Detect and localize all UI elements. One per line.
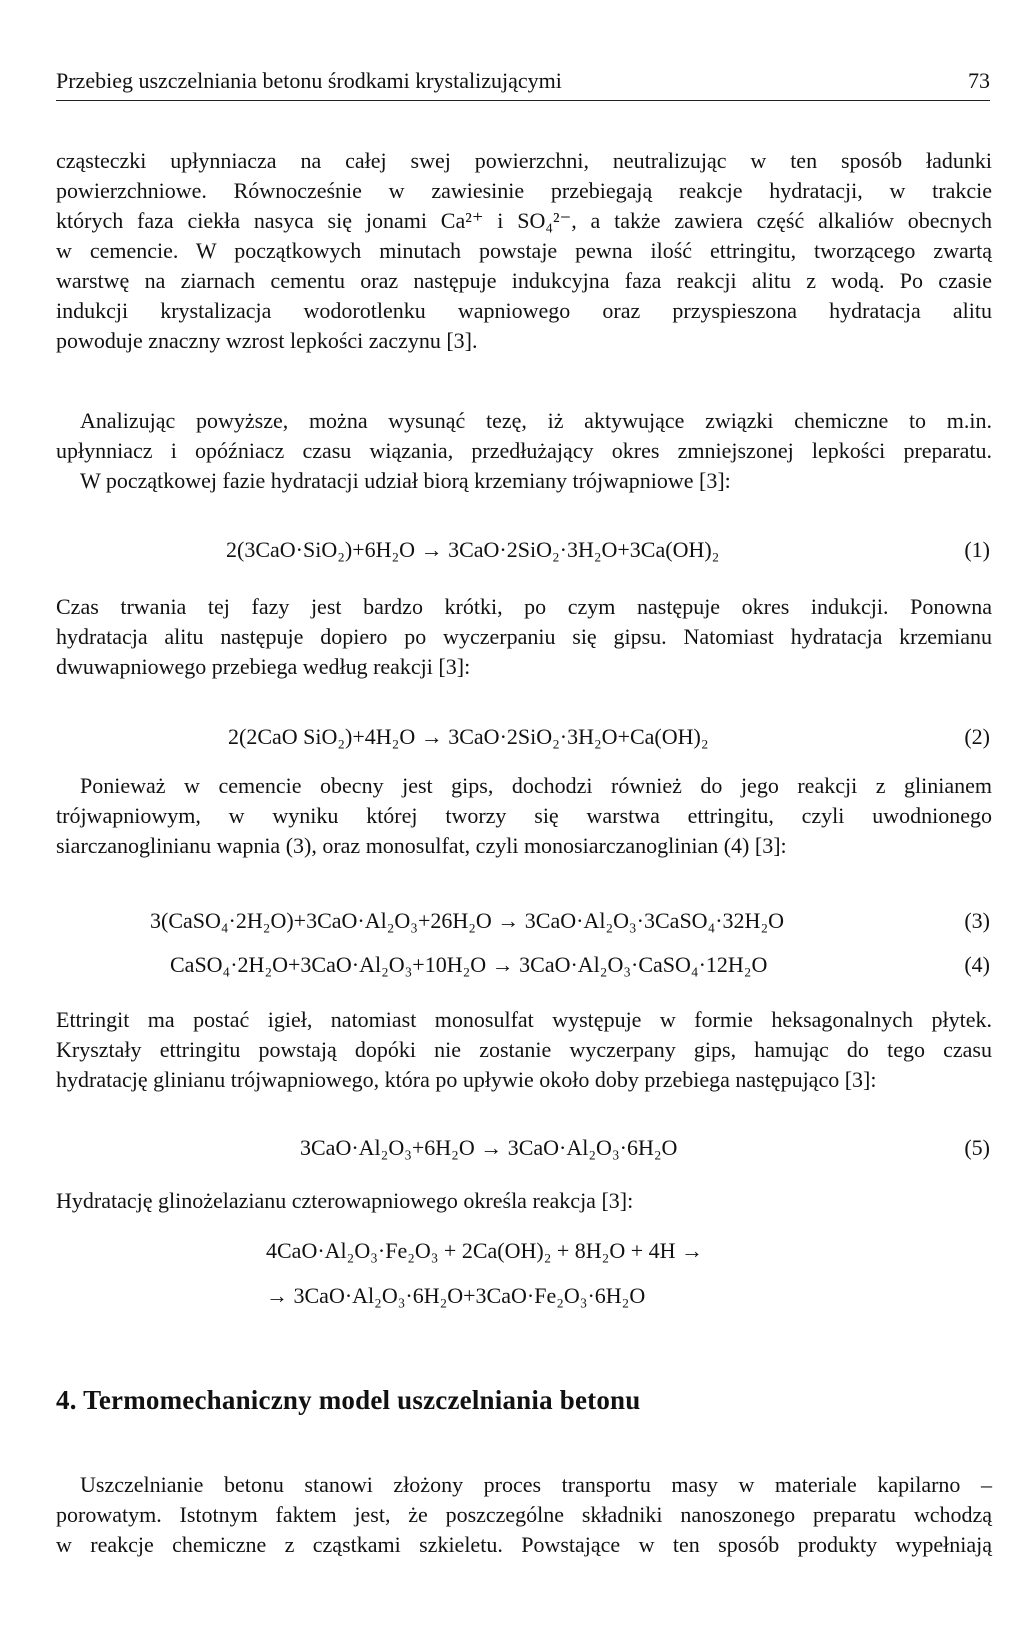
text-line: Analizując powyższe, można wysunąć tezę, iż aktywujące związki chemiczne to m.in. [80,408,992,433]
page-number: 73 [968,68,990,93]
equation-1: 2(3CaO·SiO₂)+6H₂O → 3CaO·2SiO₂·3H₂O+3Ca(OH)₂ [226,537,720,562]
text-line: trójwapniowym, w wyniku której tworzy się warstwa ettringitu, czyli uwodnionego [56,803,992,828]
equation-6-line-1: 4CaO·Al₂O₃·Fe₂O₃ + 2Ca(OH)₂ + 8H₂O + 4H → [266,1238,704,1263]
text-line: porowatym. Istotnym faktem jest, że poszczególne składniki nanoszonego preparatu wchodzą [56,1502,992,1527]
text-line: W początkowej fazie hydratacji udział biorą krzemiany trójwapniowe [3]: [80,468,731,493]
text-line: siarczanoglinianu wapnia (3), oraz monosulfat, czyli monosiarczanoglinian (4) [3]: [56,833,787,858]
text-line: w reakcje chemiczne z cząstkami szkieletu. Powstające w ten sposób produkty wypełniają [56,1532,992,1557]
paragraph-5 [56,1005,992,1095]
running-header [56,66,990,101]
paragraph-2 [56,406,992,496]
text-line: indukcji krystalizacja wodorotlenku wapniowego oraz przyspieszona hydratacja alitu [56,298,992,323]
paragraph-6 [56,1186,992,1216]
equation-number-2: (2) [964,724,990,749]
section-heading [56,1385,640,1416]
paragraph-4 [56,771,992,861]
text-line: upłynniacz i opóźniacz czasu wiązania, przedłużający okres zmniejszonej lepkości preparatu. [56,438,992,463]
equation-number-3: (3) [964,908,990,933]
equation-number-1: (1) [964,537,990,562]
section-title: Termomechaniczny model uszczelniania betonu [83,1385,641,1415]
text-line: hydratację glinianu trójwapniowego, która po upływie około doby przebiega następująco [3]: [56,1067,877,1092]
text-line: w cemencie. W początkowych minutach powstaje pewna ilość ettringitu, tworzącego zwartą [56,238,992,263]
text-line: warstwę na ziarnach cementu oraz następuje indukcyjna faza reakcji alitu z wodą. Po czasie [56,268,992,293]
text-line: Hydratację glinożelazianu czterowapniowego określa reakcja [3]: [56,1188,634,1213]
paragraph-3 [56,592,992,682]
paragraph-1 [56,146,992,356]
equation-6-line-2: → 3CaO·Al₂O₃·6H₂O+3CaO·Fe₂O₃·6H₂O [266,1283,646,1308]
text-line: Ponieważ w cemencie obecny jest gips, dochodzi również do jego reakcji z glinianem [80,773,992,798]
equation-number-4: (4) [964,952,990,977]
text-line: Kryształy ettringitu powstają dopóki nie zostanie wyczerpany gips, hamując do tego czasu [56,1037,992,1062]
text-line: Czas trwania tej fazy jest bardzo krótki, po czym następuje okres indukcji. Ponowna [56,594,992,619]
text-line: dwuwapniowego przebiega według reakcji [3]: [56,654,471,679]
equation-2: 2(2CaO SiO₂)+4H₂O → 3CaO·2SiO₂·3H₂O+Ca(OH)₂ [228,724,709,749]
paragraph-7 [56,1470,992,1560]
text-line: Ettringit ma postać igieł, natomiast monosulfat występuje w formie heksagonalnych płytek. [56,1007,992,1032]
header-title: Przebieg uszczelniania betonu środkami krystalizującymi [56,68,562,93]
equation-number-5: (5) [964,1135,990,1160]
equation-3: 3(CaSO₄·2H₂O)+3CaO·Al₂O₃+26H₂O → 3CaO·Al₂O₃·3CaSO₄·32H₂O [150,908,785,933]
text-line: których faza ciekła nasyca się jonami Ca²⁺ i SO₄²⁻, a także zawiera część alkaliów obecnych [56,208,992,233]
equation-5: 3CaO·Al₂O₃+6H₂O → 3CaO·Al₂O₃·6H₂O [300,1135,678,1160]
text-line: cząsteczki upłynniacza na całej swej powierzchni, neutralizując w ten sposób ładunki [56,148,992,173]
text-line: hydratacja alitu następuje dopiero po wyczerpaniu się gipsu. Natomiast hydratacja krzemianu [56,624,992,649]
text-line: powierzchniowe. Równocześnie w zawiesinie przebiegają reakcje hydratacji, w trakcie [56,178,992,203]
text-line: Uszczelnianie betonu stanowi złożony proces transportu masy w materiale kapilarno – [80,1472,992,1497]
equation-4: CaSO₄·2H₂O+3CaO·Al₂O₃+10H₂O → 3CaO·Al₂O₃·CaSO₄·12H₂O [170,952,768,977]
text-line: powoduje znaczny wzrost lepkości zaczynu [3]. [56,328,478,353]
section-number: 4. [56,1385,77,1415]
